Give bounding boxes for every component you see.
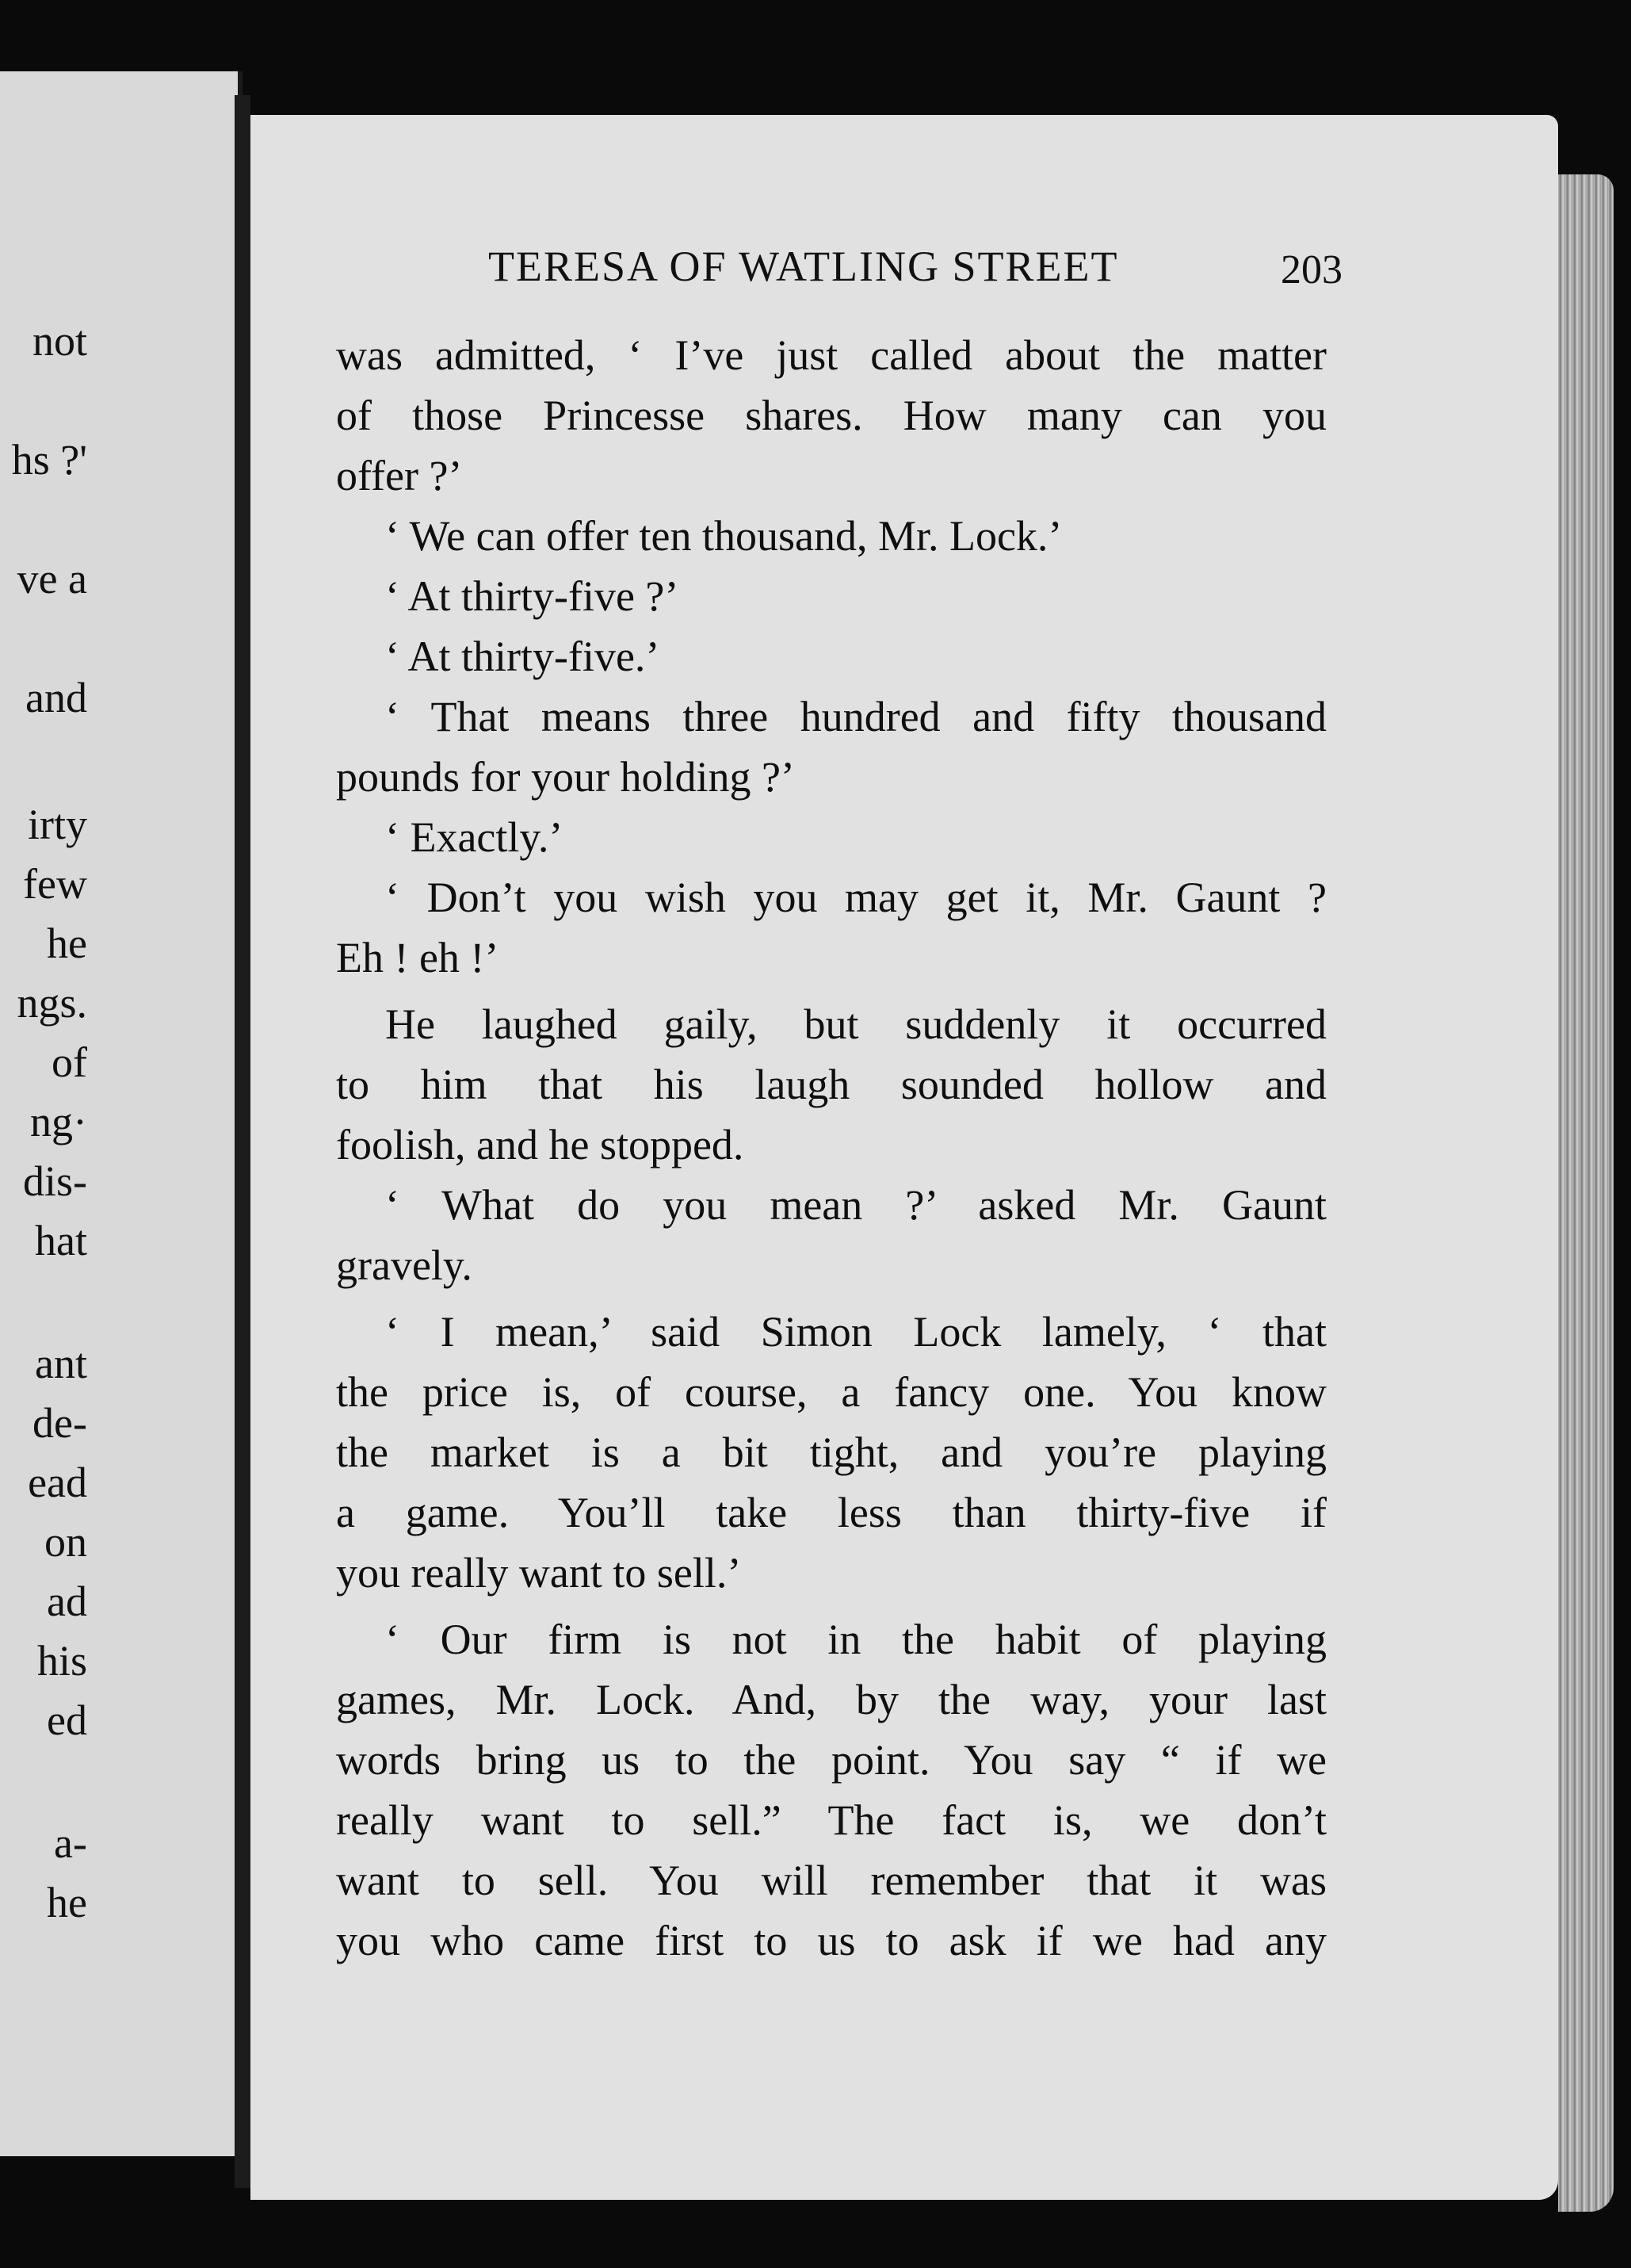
left-fragment: he bbox=[47, 1879, 87, 1926]
left-fragment: his bbox=[36, 1637, 87, 1685]
left-fragment: not bbox=[32, 317, 87, 365]
text-line: ‘ Our firm is not in the habit of playing bbox=[385, 1616, 1327, 1663]
text-line: words bring us to the point. You say “ if we bbox=[336, 1736, 1327, 1784]
text-line: foolish, and he stopped. bbox=[336, 1121, 744, 1168]
paragraph-gap bbox=[336, 988, 1327, 994]
page-header bbox=[250, 242, 1558, 305]
text-line: ‘ At thirty-five.’ bbox=[385, 633, 660, 680]
text-line: ‘ That means three hundred and fifty thousand bbox=[385, 693, 1327, 740]
previous-page bbox=[0, 71, 243, 2156]
left-fragment: ad bbox=[47, 1578, 87, 1625]
left-fragment: ngs. bbox=[17, 979, 87, 1027]
left-fragment: and bbox=[25, 674, 87, 721]
left-fragment: ve a bbox=[17, 555, 87, 602]
text-line: ‘ What do you mean ?’ asked Mr. Gaunt bbox=[385, 1181, 1327, 1229]
text-line: pounds for your holding ?’ bbox=[336, 753, 795, 801]
text-line: ‘ We can offer ten thousand, Mr. Lock.’ bbox=[385, 512, 1063, 560]
left-fragment: few bbox=[23, 860, 87, 908]
left-fragment: he bbox=[47, 920, 87, 967]
left-fragment: ng· bbox=[30, 1098, 87, 1145]
book-gutter bbox=[235, 95, 250, 2188]
text-line: really want to sell.” The fact is, we don’t bbox=[336, 1796, 1327, 1844]
text-line: want to sell. You will remember that it was bbox=[336, 1857, 1327, 1904]
text-line: a game. You’ll take less than thirty-five if bbox=[336, 1489, 1327, 1536]
left-fragment: ant bbox=[35, 1340, 87, 1387]
text-line: offer ?’ bbox=[336, 452, 463, 499]
text-line: games, Mr. Lock. And, by the way, your last bbox=[336, 1676, 1327, 1723]
left-fragment: dis- bbox=[23, 1157, 87, 1205]
text-line: of those Princesse shares. How many can you bbox=[336, 392, 1327, 439]
text-line: ‘ At thirty-five ?’ bbox=[385, 572, 679, 620]
text-line: Eh ! eh !’ bbox=[336, 934, 499, 981]
text-line: ‘ I mean,’ said Simon Lock lamely, ‘ that bbox=[385, 1308, 1327, 1356]
running-title: TERESA OF WATLING STREET bbox=[488, 243, 1119, 290]
left-fragment: ead bbox=[28, 1459, 87, 1506]
text-line: ‘ Don’t you wish you may get it, Mr. Gaunt ? bbox=[385, 874, 1327, 921]
left-fragment: a- bbox=[54, 1819, 87, 1867]
left-fragment: de- bbox=[32, 1399, 87, 1447]
paragraph-gap bbox=[336, 1295, 1327, 1302]
left-fragment: of bbox=[52, 1038, 87, 1086]
text-line: He laughed gaily, but suddenly it occurred bbox=[385, 1000, 1327, 1048]
left-fragment: hs ?' bbox=[11, 436, 87, 484]
page-number: 203 bbox=[1281, 247, 1343, 293]
text-line: the market is a bit tight, and you’re playing bbox=[336, 1428, 1327, 1476]
left-fragment: on bbox=[44, 1518, 87, 1566]
left-fragment: irty bbox=[28, 801, 87, 848]
left-fragment: hat bbox=[35, 1217, 87, 1264]
text-line: you really want to sell.’ bbox=[336, 1549, 742, 1597]
book-page bbox=[250, 115, 1558, 2200]
text-line: gravely. bbox=[336, 1241, 472, 1289]
text-line: you who came first to us to ask if we had any bbox=[336, 1917, 1327, 1964]
text-line: ‘ Exactly.’ bbox=[385, 813, 563, 861]
text-line: the price is, of course, a fancy one. You know bbox=[336, 1368, 1327, 1416]
text-line: was admitted, ‘ I’ve just called about the matter bbox=[336, 331, 1327, 379]
paragraph-gap bbox=[336, 1603, 1327, 1609]
left-fragment: ed bbox=[47, 1696, 87, 1744]
page-edges bbox=[1558, 174, 1614, 2212]
text-line: to him that his laugh sounded hollow and bbox=[336, 1061, 1327, 1108]
body-text bbox=[336, 325, 1327, 1971]
